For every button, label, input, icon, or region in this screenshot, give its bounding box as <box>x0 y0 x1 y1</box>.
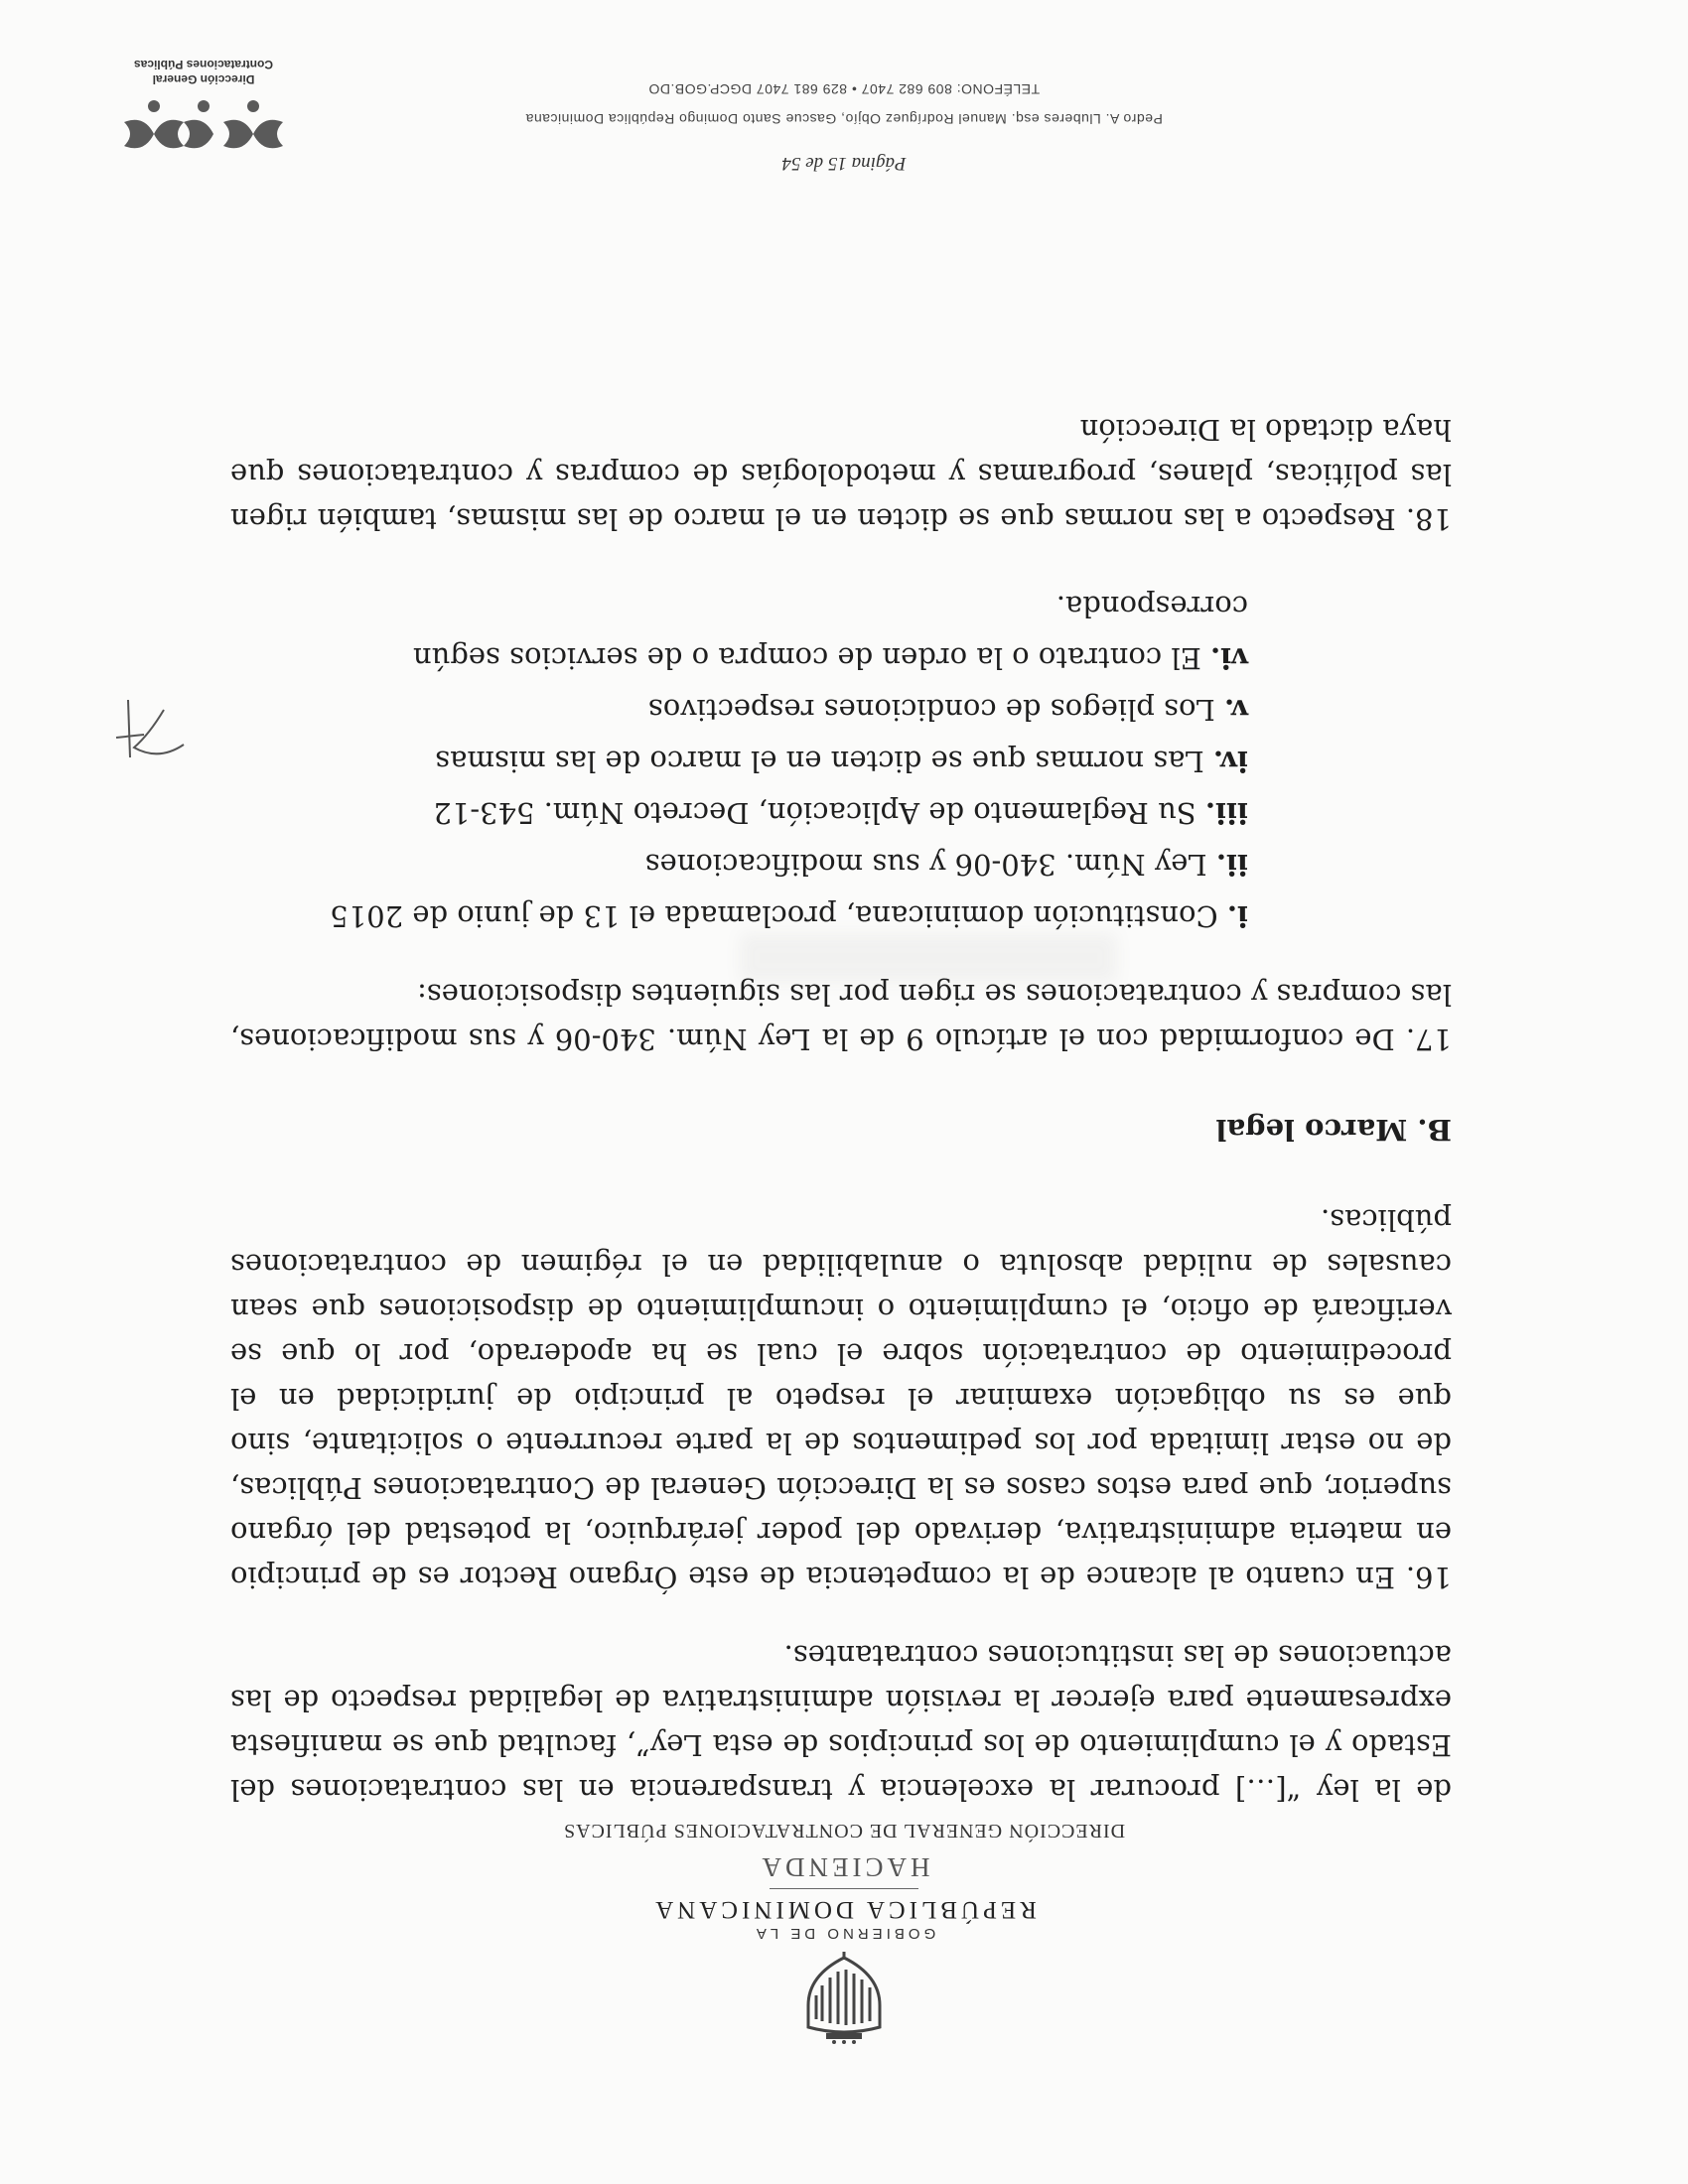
handwritten-initials-icon <box>104 690 194 769</box>
list-item-text: El contrato o la orden de compra o de servicios según corresponda. <box>412 590 1248 675</box>
list-item-text: Las normas que se dicten en el marco de las mismas <box>435 745 1213 778</box>
list-item-number: v. <box>1223 693 1248 727</box>
letterhead <box>0 1819 1688 2045</box>
logo-caption-line2: Contrataciones Públicas <box>133 58 274 71</box>
paragraph-intro: de la ley “[…] procurar la excelencia y transparencia en las contrataciones del Estado y el cumplimiento de los principios de esta Ley”, facultad que se manifiesta expresamente para ejercer la revisión administrativa de legalidad respecto de las actuaciones de las instituciones contratantes. <box>230 1639 1452 1807</box>
list-item <box>230 736 1248 787</box>
paragraph-16: 16. En cuanto al alcance de la competencia de este Órgano Rector es de principio en materia administrativa, derivado del poder jerárquico, la potestad del órgano superior, que para estos casos es la Dirección General de Contrataciones Públicas, de no estar limitada por los pedimentos de la parte recurrente o solicitante, sino que es su obligación examinar el respeto al principio de juridicidad en el procedimiento de contratación sobre el cual se ha apoderado, por lo que se verificará de oficio, el cumplimiento o incumplimiento de disposiciones que sean causales de nulidad absoluta o anulabilidad en el régimen de contrataciones públicas. <box>230 1203 1452 1594</box>
list-item-text: Su Reglamento de Aplicación, Decreto Núm. 543-12 <box>433 796 1205 830</box>
footer-address <box>467 74 1221 134</box>
logo-caption-line1: Dirección General <box>152 72 255 86</box>
government-label: GOBIERNO DE LA <box>752 1925 936 1942</box>
ministry-label: HACIENDA <box>758 1852 930 1882</box>
section-heading: B. Marco legal <box>1215 1113 1452 1147</box>
list-item-text: Ley Núm. 340-06 y sus modificaciones <box>644 848 1216 882</box>
scan-smudge <box>740 933 1117 983</box>
paragraph-17: 17. De conformidad con el artículo 9 de la Ley Núm. 340-06 y sus modificaciones, las compras y contrataciones se rigen por las siguientes disposiciones: <box>230 978 1452 1056</box>
list-item <box>230 839 1248 890</box>
list-item <box>230 787 1248 839</box>
document-body <box>230 407 1452 1812</box>
list-item-number: vi. <box>1210 641 1248 675</box>
paragraph-18: 18. Respecto a las normas que se dicten en el marco de las mismas, también rigen las políticas, planes, programas y metodologías de compras y contrataciones que haya dictado la Dirección <box>230 413 1452 536</box>
logo-caption <box>114 57 293 86</box>
page-footer <box>0 35 1688 174</box>
address-line: Pedro A. Lluberes esq. Manuel Rodríguez Objío, Gascue Santo Domingo República Dominicana <box>525 111 1163 127</box>
republic-label: REPÚBLICA DOMINICANA <box>651 1896 1037 1923</box>
government-crest-icon <box>796 1952 892 2045</box>
dgcp-logo <box>114 57 293 154</box>
phone-line: TELÉFONO: 809 682 7407 • 829 681 7407 DGCP.GOB.DO <box>647 81 1041 97</box>
page-number: Página 15 de 54 <box>781 153 907 174</box>
provisions-list <box>230 581 1452 942</box>
dgcp-logo-icon <box>114 92 293 154</box>
list-item-number: ii. <box>1215 848 1248 882</box>
list-item <box>230 581 1248 684</box>
list-item-text: Constitución dominicana, proclamada el 13 de junio de 2015 <box>330 899 1227 933</box>
list-item-number: iv. <box>1212 745 1248 778</box>
list-item-number: i. <box>1226 899 1248 933</box>
header-separator <box>770 1888 918 1889</box>
list-item-number: iii. <box>1204 796 1248 830</box>
directorate-label: DIRECCIÓN GENERAL DE CONTRATACIONES PÚBLICAS <box>562 1820 1126 1842</box>
list-item-text: Los pliegos de condiciones respectivos <box>647 693 1224 727</box>
list-item <box>230 684 1248 736</box>
